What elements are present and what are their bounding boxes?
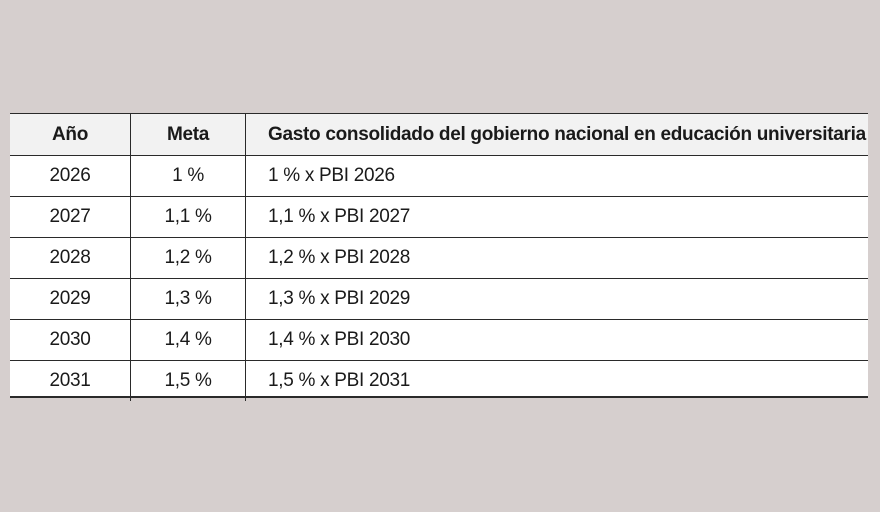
- table-row: [10, 197, 868, 238]
- cell-meta: 1,4 %: [131, 320, 246, 361]
- cell-gasto: 1,4 % x PBI 2030: [246, 320, 869, 361]
- cell-year: 2026: [10, 156, 131, 197]
- cell-gasto: 1,1 % x PBI 2027: [246, 197, 869, 238]
- cell-meta: 1 %: [131, 156, 246, 197]
- table-header: [10, 114, 868, 156]
- cell-year: 2029: [10, 279, 131, 320]
- budget-table: [10, 113, 868, 401]
- cell-year: 2031: [10, 361, 131, 402]
- cell-gasto: 1,5 % x PBI 2031: [268, 370, 411, 391]
- header-year: Año: [10, 114, 131, 156]
- cell-meta: 1,3 %: [131, 279, 246, 320]
- table-row: [10, 279, 868, 320]
- header-meta: Meta: [131, 114, 246, 156]
- table-row: [10, 238, 868, 279]
- cell-gasto: 1,2 % x PBI 2028: [246, 238, 869, 279]
- header-row: [10, 114, 868, 156]
- cell-meta: 1,5 %: [131, 361, 246, 402]
- table-row: [10, 320, 868, 361]
- cell-gasto: 1 % x PBI 2026: [246, 156, 869, 197]
- table-container: [10, 113, 868, 398]
- cell-year: 2030: [10, 320, 131, 361]
- cell-gasto: 1,3 % x PBI 2029: [246, 279, 869, 320]
- cell-year: 2028: [10, 238, 131, 279]
- header-gasto: Gasto consolidado del gobierno nacional en educación universitaria: [246, 114, 869, 156]
- cell-year: 2027: [10, 197, 131, 238]
- cell-meta: 1,1 %: [131, 197, 246, 238]
- table-body: [10, 156, 868, 402]
- table-row: [10, 361, 868, 402]
- table-row: [10, 156, 868, 197]
- cell-meta: 1,2 %: [131, 238, 246, 279]
